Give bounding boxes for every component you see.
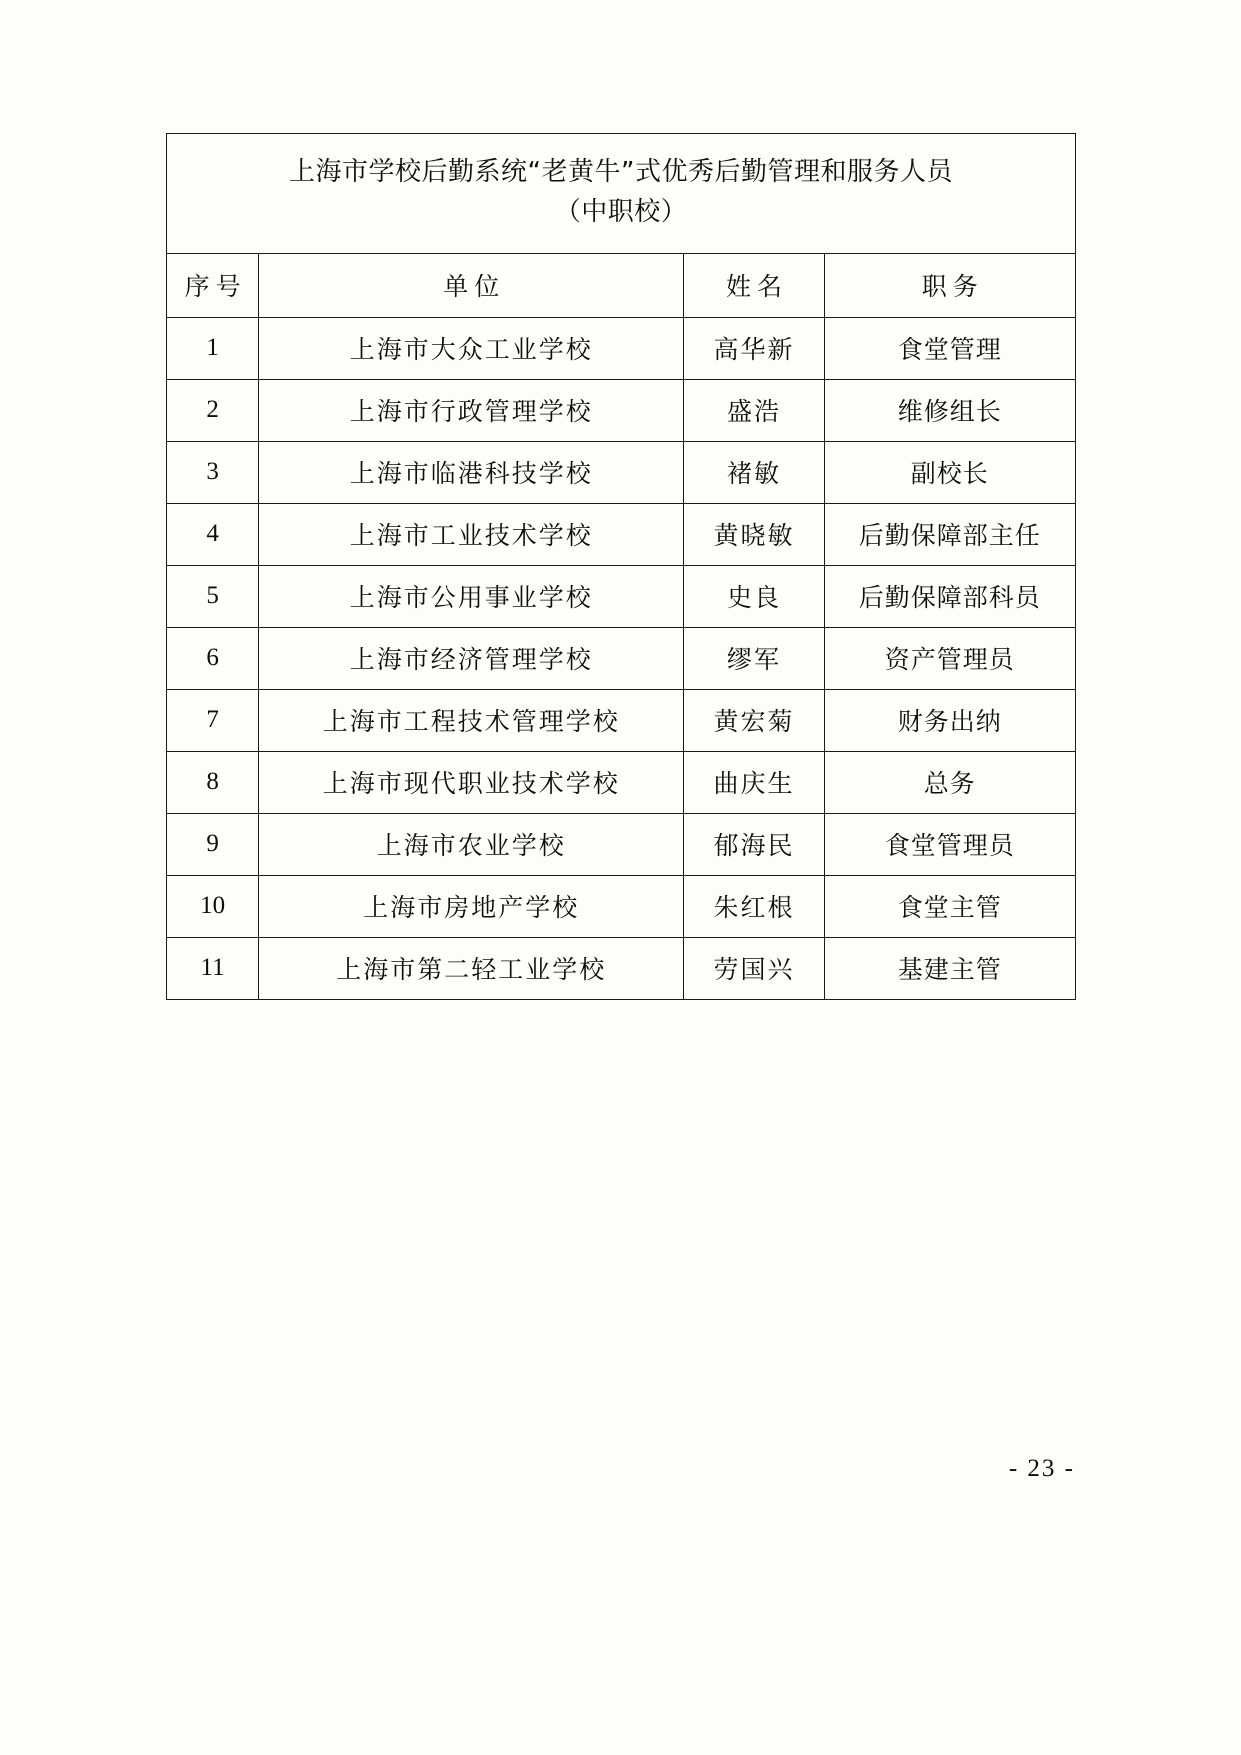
cell-unit: 上海市公用事业学校 bbox=[259, 565, 684, 627]
page-title-line-2: （中职校） bbox=[554, 197, 688, 228]
cell-duty: 后勤保障部主任 bbox=[824, 503, 1075, 565]
cell-name: 褚敏 bbox=[684, 441, 824, 503]
cell-unit: 上海市现代职业技术学校 bbox=[259, 751, 684, 813]
cell-index: 4 bbox=[167, 503, 259, 565]
cell-index: 8 bbox=[167, 751, 259, 813]
column-header-duty: 职务 bbox=[824, 253, 1075, 317]
cell-index: 6 bbox=[167, 627, 259, 689]
table-row bbox=[167, 379, 1076, 441]
cell-index: 1 bbox=[167, 317, 259, 379]
cell-unit: 上海市大众工业学校 bbox=[259, 317, 684, 379]
cell-name: 黄宏菊 bbox=[684, 689, 824, 751]
award-list-table-container bbox=[166, 133, 1076, 1000]
cell-duty: 财务出纳 bbox=[824, 689, 1075, 751]
page-title-line-1: 上海市学校后勤系统“老黄牛”式优秀后勤管理和服务人员 bbox=[289, 157, 953, 187]
cell-unit: 上海市经济管理学校 bbox=[259, 627, 684, 689]
cell-duty: 总务 bbox=[824, 751, 1075, 813]
cell-unit: 上海市第二轻工业学校 bbox=[259, 937, 684, 999]
cell-unit: 上海市工业技术学校 bbox=[259, 503, 684, 565]
table-row bbox=[167, 627, 1076, 689]
column-header-name: 姓名 bbox=[684, 253, 824, 317]
table-row bbox=[167, 503, 1076, 565]
cell-index: 9 bbox=[167, 813, 259, 875]
cell-duty: 维修组长 bbox=[824, 379, 1075, 441]
cell-unit: 上海市农业学校 bbox=[259, 813, 684, 875]
cell-unit: 上海市临港科技学校 bbox=[259, 441, 684, 503]
cell-name: 盛浩 bbox=[684, 379, 824, 441]
cell-name: 曲庆生 bbox=[684, 751, 824, 813]
page-number: - 23 - bbox=[1008, 1455, 1075, 1482]
cell-unit: 上海市行政管理学校 bbox=[259, 379, 684, 441]
table-row bbox=[167, 317, 1076, 379]
table-row bbox=[167, 565, 1076, 627]
cell-unit: 上海市工程技术管理学校 bbox=[259, 689, 684, 751]
cell-unit: 上海市房地产学校 bbox=[259, 875, 684, 937]
cell-duty: 食堂管理 bbox=[824, 317, 1075, 379]
table-row bbox=[167, 441, 1076, 503]
cell-duty: 基建主管 bbox=[824, 937, 1075, 999]
cell-duty: 副校长 bbox=[824, 441, 1075, 503]
cell-index: 10 bbox=[167, 875, 259, 937]
cell-name: 缪军 bbox=[684, 627, 824, 689]
table-row bbox=[167, 937, 1076, 999]
cell-index: 3 bbox=[167, 441, 259, 503]
table-row bbox=[167, 689, 1076, 751]
table-row bbox=[167, 813, 1076, 875]
cell-name: 黄晓敏 bbox=[684, 503, 824, 565]
cell-index: 5 bbox=[167, 565, 259, 627]
cell-duty: 资产管理员 bbox=[824, 627, 1075, 689]
cell-name: 郁海民 bbox=[684, 813, 824, 875]
cell-duty: 后勤保障部科员 bbox=[824, 565, 1075, 627]
table-row bbox=[167, 875, 1076, 937]
column-header-unit: 单位 bbox=[259, 253, 684, 317]
cell-name: 史良 bbox=[684, 565, 824, 627]
table-row bbox=[167, 751, 1076, 813]
page-title bbox=[167, 134, 1076, 254]
award-list-table bbox=[166, 133, 1076, 1000]
table-header-row bbox=[167, 253, 1076, 317]
cell-index: 7 bbox=[167, 689, 259, 751]
cell-name: 劳国兴 bbox=[684, 937, 824, 999]
cell-index: 11 bbox=[167, 937, 259, 999]
column-header-index: 序号 bbox=[167, 253, 259, 317]
cell-name: 朱红根 bbox=[684, 875, 824, 937]
cell-duty: 食堂管理员 bbox=[824, 813, 1075, 875]
cell-index: 2 bbox=[167, 379, 259, 441]
cell-duty: 食堂主管 bbox=[824, 875, 1075, 937]
cell-name: 高华新 bbox=[684, 317, 824, 379]
table-title-row bbox=[167, 134, 1076, 254]
